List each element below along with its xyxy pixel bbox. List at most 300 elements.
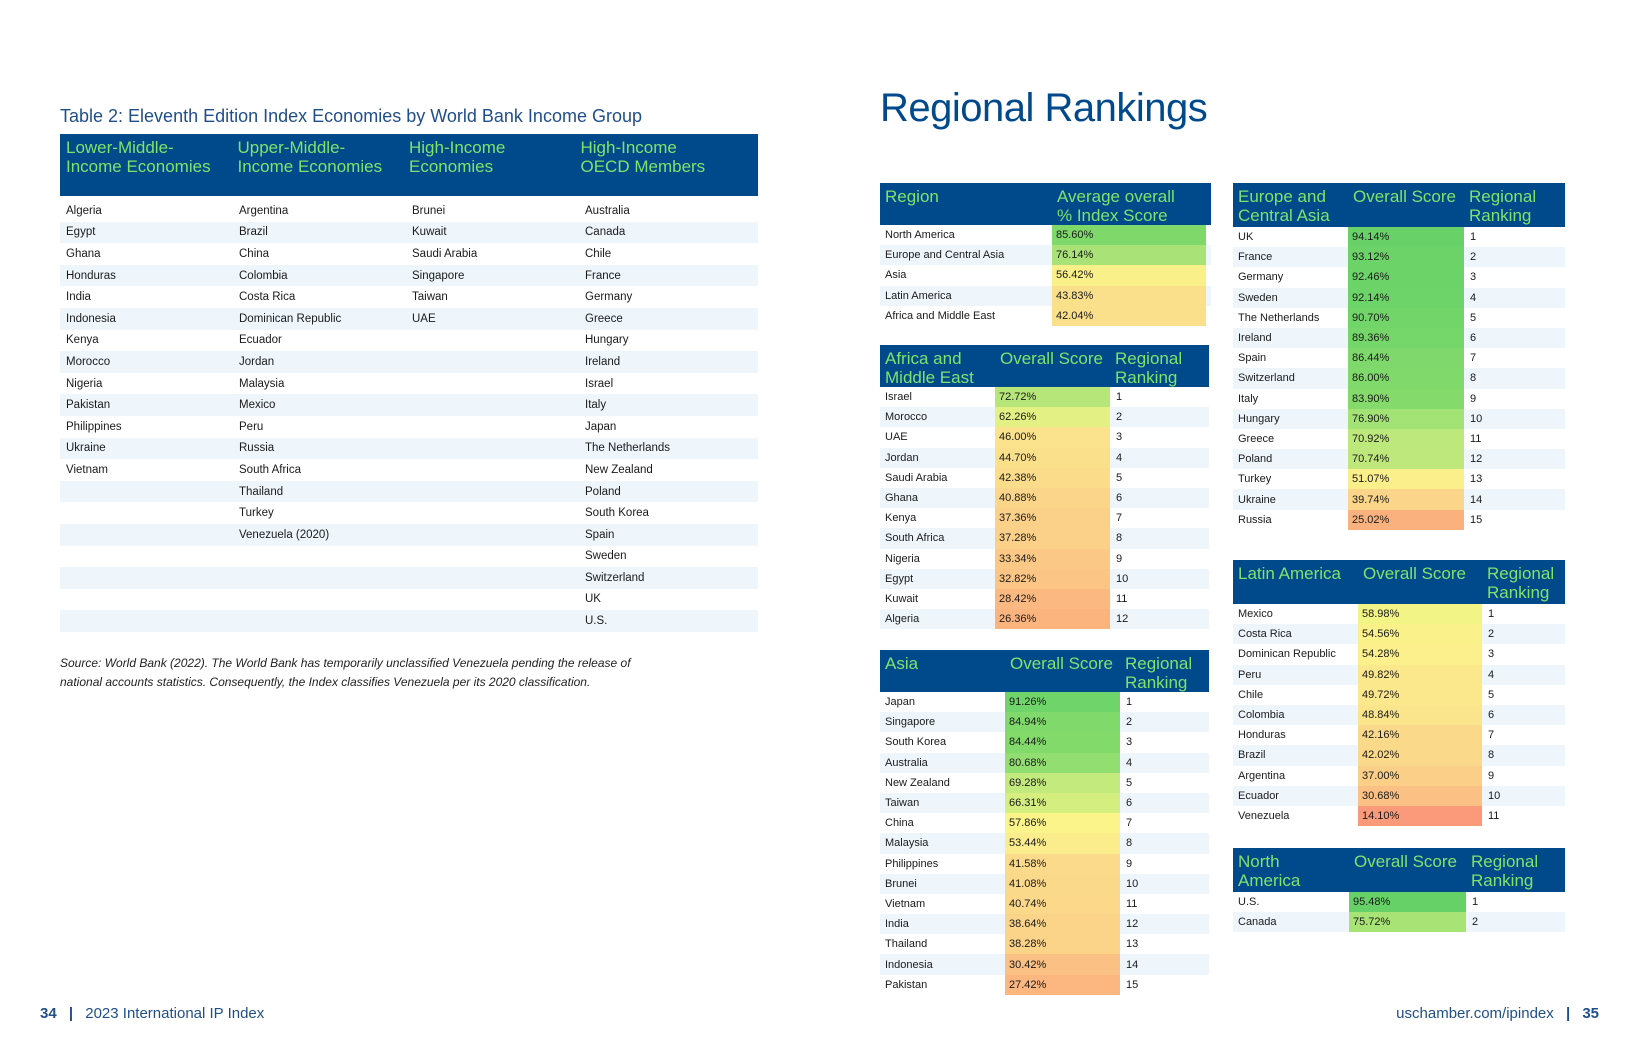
- table-row: [1233, 685, 1565, 705]
- table-row: [60, 502, 758, 524]
- table-cell: Canada: [585, 226, 626, 239]
- country-name: New Zealand: [885, 776, 950, 789]
- header-region-name: Europe and Central Asia: [1238, 187, 1330, 225]
- regional-rank: 5: [1116, 471, 1123, 484]
- country-name: Brazil: [1238, 749, 1266, 762]
- region-score: 42.04%: [1052, 306, 1206, 326]
- table-row: [60, 308, 758, 330]
- regional-rank: 14: [1470, 493, 1483, 506]
- country-name: India: [885, 918, 909, 931]
- table-cell: Dominican Republic: [239, 312, 342, 325]
- table-cell: Hungary: [585, 334, 629, 347]
- country-name: Singapore: [885, 716, 936, 729]
- country-name: Dominican Republic: [1238, 648, 1336, 661]
- table-cell: Russia: [239, 442, 275, 455]
- table-row: [880, 569, 1209, 589]
- regional-rank: 2: [1470, 251, 1477, 264]
- header-region-name: Africa and Middle East: [885, 349, 974, 387]
- region-name: North America: [885, 229, 955, 242]
- table-row: [1233, 308, 1565, 328]
- country-name: Egypt: [885, 572, 914, 585]
- overall-score: 53.44%: [1005, 833, 1120, 853]
- overall-score: 30.42%: [1005, 954, 1120, 974]
- header-average-score: Average overall % Index Score: [1057, 187, 1175, 225]
- table-cell: France: [585, 269, 621, 282]
- table-cell: Australia: [585, 204, 630, 217]
- table-row: [880, 854, 1209, 874]
- latam-table-body: [1233, 604, 1565, 826]
- table-cell: Greece: [585, 312, 623, 325]
- table-row: [880, 528, 1209, 548]
- footer-url[interactable]: uschamber.com/ipindex: [1396, 1005, 1554, 1022]
- country-name: Thailand: [885, 938, 928, 951]
- table-cell: Kuwait: [412, 226, 447, 239]
- regional-rank: 7: [1116, 512, 1123, 525]
- header-upper-middle: Upper-Middle- Income Economies: [237, 138, 383, 176]
- table-row: [1233, 389, 1565, 409]
- table-cell: Peru: [239, 420, 264, 433]
- table-row: [60, 394, 758, 416]
- overall-score: 28.42%: [995, 589, 1110, 609]
- table-row: [880, 488, 1209, 508]
- table-cell: Algeria: [66, 204, 102, 217]
- country-name: Ireland: [1238, 332, 1272, 345]
- table-row: [60, 286, 758, 308]
- country-name: Australia: [885, 756, 928, 769]
- table-cell: Taiwan: [412, 291, 448, 304]
- country-name: Hungary: [1238, 412, 1280, 425]
- regional-rank: 9: [1488, 769, 1495, 782]
- table-row: [60, 438, 758, 460]
- table-cell: Ireland: [585, 355, 621, 368]
- table-cell: China: [239, 247, 270, 260]
- overall-score: 41.58%: [1005, 854, 1120, 874]
- regional-rank: 3: [1116, 431, 1123, 444]
- overall-score: 37.00%: [1358, 766, 1482, 786]
- table-row: [1233, 409, 1565, 429]
- table-row: [60, 265, 758, 287]
- overall-score: 89.36%: [1348, 328, 1464, 348]
- table-cell: Philippines: [66, 420, 122, 433]
- table-cell: Japan: [585, 420, 617, 433]
- country-name: Italy: [1238, 392, 1259, 405]
- table-cell: Costa Rica: [239, 291, 296, 304]
- table-cell: Morocco: [66, 355, 111, 368]
- table-row: [880, 427, 1209, 447]
- regional-rank: 13: [1470, 473, 1483, 486]
- source-note: [60, 654, 700, 692]
- regional-rank: 3: [1488, 648, 1495, 661]
- regional-rank: 8: [1126, 837, 1133, 850]
- country-name: Nigeria: [885, 552, 920, 565]
- table-cell: New Zealand: [585, 463, 653, 476]
- overall-score: 42.16%: [1358, 725, 1482, 745]
- europe-table-header: [1233, 183, 1565, 227]
- country-name: U.S.: [1238, 896, 1260, 909]
- region-score: 56.42%: [1052, 265, 1206, 285]
- overall-score: 39.74%: [1348, 489, 1464, 509]
- regional-rank: 11: [1470, 432, 1482, 445]
- table-row: [1233, 766, 1565, 786]
- africa-table-body: [880, 387, 1209, 629]
- country-name: South Africa: [885, 532, 945, 545]
- overall-score: 66.31%: [1005, 793, 1120, 813]
- table-row: [1233, 227, 1565, 247]
- regional-rank: 15: [1470, 513, 1483, 526]
- footer-separator: |: [68, 1005, 74, 1022]
- country-name: Canada: [1238, 916, 1277, 929]
- overall-score: 25.02%: [1348, 510, 1464, 530]
- country-name: Russia: [1238, 513, 1272, 526]
- country-name: Honduras: [1238, 729, 1286, 742]
- table-cell: Jordan: [239, 355, 275, 368]
- country-name: The Netherlands: [1238, 311, 1320, 324]
- table-row: [880, 265, 1211, 285]
- footer-separator: |: [1565, 1005, 1571, 1022]
- north-america-table: [1233, 848, 1565, 932]
- africa-table-header: [880, 345, 1209, 387]
- page-number-right: 35: [1582, 1005, 1599, 1022]
- header-overall-score: Overall Score: [1000, 349, 1103, 368]
- table-cell: Colombia: [239, 269, 288, 282]
- source-line-1: Source: World Bank (2022). The World Bank has temporarily unclassified Venezuela pending the release of: [60, 656, 631, 670]
- overall-score: 92.46%: [1348, 267, 1464, 287]
- na-table-body: [1233, 892, 1565, 932]
- regional-rank: 10: [1126, 877, 1139, 890]
- table-cell: South Africa: [239, 463, 302, 476]
- country-name: Jordan: [885, 451, 919, 464]
- table-row: [1233, 267, 1565, 287]
- table-cell: Vietnam: [66, 463, 108, 476]
- regional-rank: 7: [1488, 729, 1495, 742]
- overall-score: 94.14%: [1348, 227, 1464, 247]
- table-cell: Singapore: [412, 269, 465, 282]
- regional-rank: 2: [1116, 411, 1123, 424]
- overall-score: 80.68%: [1005, 753, 1120, 773]
- table-cell: Nigeria: [66, 377, 103, 390]
- overall-score: 27.42%: [1005, 975, 1120, 995]
- table-row: [1233, 624, 1565, 644]
- overall-score: 38.64%: [1005, 914, 1120, 934]
- overall-score: 44.70%: [995, 448, 1110, 468]
- latam-table-header: [1233, 560, 1565, 604]
- overall-score: 91.26%: [1005, 692, 1120, 712]
- overall-score: 38.28%: [1005, 934, 1120, 954]
- table-row: [880, 954, 1209, 974]
- region-score: 43.83%: [1052, 286, 1206, 306]
- table-row: [60, 589, 758, 611]
- regional-rank: 5: [1488, 688, 1495, 701]
- regional-rank: 6: [1116, 492, 1123, 505]
- table-row: [1233, 489, 1565, 509]
- regional-rank: 11: [1126, 897, 1138, 910]
- table-cell: Ecuador: [239, 334, 282, 347]
- asia-table-body: [880, 692, 1209, 995]
- table-row: [880, 225, 1211, 245]
- table-row: [880, 245, 1211, 265]
- regional-rank: 4: [1488, 668, 1495, 681]
- region-name: Latin America: [885, 289, 952, 302]
- table-cell: Brunei: [412, 204, 446, 217]
- regional-rank: 2: [1472, 916, 1479, 929]
- table-cell: Poland: [585, 485, 621, 498]
- income-group-table: [60, 134, 758, 632]
- overall-score: 32.82%: [995, 569, 1110, 589]
- table-row: [880, 934, 1209, 954]
- table-caption: Table 2: Eleventh Edition Index Economies by World Bank Income Group: [60, 106, 642, 126]
- header-regional-ranking: Regional Ranking: [1487, 564, 1555, 602]
- table-cell: Thailand: [239, 485, 284, 498]
- regional-rank: 9: [1126, 857, 1133, 870]
- header-overall-score: Overall Score: [1363, 564, 1466, 583]
- table-cell: Spain: [585, 528, 615, 541]
- header-regional-ranking: Regional Ranking: [1471, 852, 1539, 890]
- table-row: [1233, 368, 1565, 388]
- region-average-table: [880, 183, 1211, 326]
- regional-rank: 1: [1470, 231, 1477, 244]
- table-row: [880, 306, 1211, 326]
- regional-rank: 6: [1126, 797, 1133, 810]
- table-row: [1233, 786, 1565, 806]
- table-cell: Malaysia: [239, 377, 285, 390]
- overall-score: 54.56%: [1358, 624, 1482, 644]
- overall-score: 42.02%: [1358, 745, 1482, 765]
- table-row: [880, 549, 1209, 569]
- country-name: Colombia: [1238, 709, 1285, 722]
- country-name: Kuwait: [885, 592, 919, 605]
- table-row: [1233, 247, 1565, 267]
- table-row: [1233, 665, 1565, 685]
- table-cell: Ghana: [66, 247, 101, 260]
- header-high-income: High-Income Economies: [409, 138, 506, 176]
- table-row: [880, 894, 1209, 914]
- table-row: [880, 732, 1209, 752]
- table-cell: Honduras: [66, 269, 116, 282]
- table-row: [60, 373, 758, 395]
- overall-score: 58.98%: [1358, 604, 1482, 624]
- table-cell: Indonesia: [66, 312, 116, 325]
- table-row: [60, 546, 758, 568]
- table-row: [880, 773, 1209, 793]
- country-name: Chile: [1238, 688, 1264, 701]
- country-name: Pakistan: [885, 978, 928, 991]
- table-row: [60, 610, 758, 632]
- overall-score: 86.44%: [1348, 348, 1464, 368]
- country-name: Switzerland: [1238, 372, 1295, 385]
- country-name: China: [885, 817, 914, 830]
- table-cell: U.S.: [585, 615, 608, 628]
- table-row: [60, 524, 758, 546]
- country-name: Spain: [1238, 352, 1267, 365]
- country-name: Ecuador: [1238, 789, 1279, 802]
- overall-score: 41.08%: [1005, 874, 1120, 894]
- africa-middle-east-table: [880, 345, 1209, 629]
- overall-score: 75.72%: [1349, 912, 1466, 932]
- country-name: Germany: [1238, 271, 1284, 284]
- source-line-2: national accounts statistics. Consequently, the Index classifies Venezuela per its 2020 classification.: [60, 675, 591, 689]
- regional-rank: 2: [1488, 628, 1495, 641]
- country-name: Turkey: [1238, 473, 1272, 486]
- overall-score: 95.48%: [1349, 892, 1466, 912]
- overall-score: 57.86%: [1005, 813, 1120, 833]
- table-row: [1233, 604, 1565, 624]
- table-cell: South Korea: [585, 507, 649, 520]
- footer-publication: 2023 International IP Index: [85, 1005, 265, 1022]
- regional-rank: 7: [1470, 352, 1477, 365]
- europe-table-body: [1233, 227, 1565, 530]
- table-row: [880, 448, 1209, 468]
- table-row: [1233, 328, 1565, 348]
- table-row: [880, 874, 1209, 894]
- table-row: [1233, 806, 1565, 826]
- table-row: [1233, 449, 1565, 469]
- country-name: UAE: [885, 431, 908, 444]
- table-row: [1233, 912, 1565, 932]
- regional-rank: 6: [1488, 709, 1495, 722]
- table-row: [880, 692, 1209, 712]
- overall-score: 90.70%: [1348, 308, 1464, 328]
- regional-rank: 14: [1126, 958, 1139, 971]
- regional-rank: 9: [1470, 392, 1477, 405]
- regional-rank: 12: [1470, 453, 1483, 466]
- country-name: Costa Rica: [1238, 628, 1292, 641]
- overall-score: 84.94%: [1005, 712, 1120, 732]
- table-cell: Italy: [585, 399, 607, 412]
- header-region-name: North America: [1238, 852, 1301, 890]
- country-name: Ukraine: [1238, 493, 1276, 506]
- table-row: [880, 975, 1209, 995]
- header-overall-score: Overall Score: [1010, 654, 1113, 673]
- overall-score: 26.36%: [995, 609, 1110, 629]
- overall-score: 72.72%: [995, 387, 1110, 407]
- header-overall-score: Overall Score: [1354, 852, 1457, 871]
- regional-rank: 6: [1470, 332, 1477, 345]
- overall-score: 84.44%: [1005, 732, 1120, 752]
- table-row: [1233, 892, 1565, 912]
- region-name: Africa and Middle East: [885, 309, 996, 322]
- table-cell: India: [66, 291, 91, 304]
- regional-rank: 1: [1488, 608, 1495, 621]
- country-name: Saudi Arabia: [885, 471, 948, 484]
- region-score: 85.60%: [1052, 225, 1206, 245]
- country-name: Algeria: [885, 613, 920, 626]
- table-row: [60, 243, 758, 265]
- country-name: Mexico: [1238, 608, 1273, 621]
- overall-score: 40.88%: [995, 488, 1110, 508]
- table-cell: Ukraine: [66, 442, 106, 455]
- table-row: [1233, 510, 1565, 530]
- header-lower-middle: Lower-Middle- Income Economies: [66, 138, 211, 176]
- header-oecd: High-Income OECD Members: [580, 138, 706, 176]
- table-row: [1233, 705, 1565, 725]
- table-row: [880, 387, 1209, 407]
- table-row: [880, 793, 1209, 813]
- table-row: [1233, 745, 1565, 765]
- country-name: Taiwan: [885, 797, 920, 810]
- na-table-header: [1233, 848, 1565, 892]
- table-cell: Saudi Arabia: [412, 247, 478, 260]
- table-row: [60, 459, 758, 481]
- table-row: [880, 914, 1209, 934]
- regional-rank: 1: [1126, 696, 1133, 709]
- region-score: 76.14%: [1052, 245, 1206, 265]
- income-table-body: [60, 200, 758, 632]
- regional-rank: 12: [1116, 613, 1129, 626]
- header-region-name: Latin America: [1238, 564, 1341, 583]
- overall-score: 69.28%: [1005, 773, 1120, 793]
- overall-score: 93.12%: [1348, 247, 1464, 267]
- table-cell: Brazil: [239, 226, 268, 239]
- regional-rank: 15: [1126, 978, 1139, 991]
- regional-rank: 11: [1116, 592, 1128, 605]
- overall-score: 86.00%: [1348, 368, 1464, 388]
- table-row: [1233, 469, 1565, 489]
- regional-rank: 7: [1126, 817, 1133, 830]
- country-name: Brunei: [885, 877, 917, 890]
- asia-table-header: [880, 650, 1209, 692]
- overall-score: 54.28%: [1358, 644, 1482, 664]
- table-row: [60, 351, 758, 373]
- table-row: [880, 468, 1209, 488]
- table-cell: Pakistan: [66, 399, 111, 412]
- country-name: Israel: [885, 391, 912, 404]
- overall-score: 37.28%: [995, 528, 1110, 548]
- table-cell: Israel: [585, 377, 614, 390]
- table-row: [60, 416, 758, 438]
- table-cell: Venezuela (2020): [239, 528, 330, 541]
- table-cell: Germany: [585, 291, 633, 304]
- table-row: [1233, 429, 1565, 449]
- table-cell: Mexico: [239, 399, 276, 412]
- header-region: Region: [885, 187, 939, 206]
- table-row: [60, 481, 758, 503]
- overall-score: 92.14%: [1348, 288, 1464, 308]
- overall-score: 14.10%: [1358, 806, 1482, 826]
- table-row: [1233, 288, 1565, 308]
- table-cell: Switzerland: [585, 571, 645, 584]
- page-title: Regional Rankings: [880, 86, 1208, 130]
- country-name: Philippines: [885, 857, 939, 870]
- regional-rank: 5: [1470, 311, 1477, 324]
- country-name: UK: [1238, 231, 1254, 244]
- overall-score: 51.07%: [1348, 469, 1464, 489]
- country-name: Venezuela: [1238, 809, 1290, 822]
- overall-score: 76.90%: [1348, 409, 1464, 429]
- overall-score: 70.92%: [1348, 429, 1464, 449]
- table-row: [60, 200, 758, 222]
- table-cell: Egypt: [66, 226, 96, 239]
- country-name: France: [1238, 251, 1273, 264]
- regional-rank: 8: [1470, 372, 1477, 385]
- overall-score: 33.34%: [995, 549, 1110, 569]
- table-row: [1233, 725, 1565, 745]
- regional-rank: 9: [1116, 552, 1123, 565]
- table-cell: UAE: [412, 312, 436, 325]
- table-row: [880, 508, 1209, 528]
- region-name: Asia: [885, 269, 907, 282]
- overall-score: 46.00%: [995, 427, 1110, 447]
- regional-rank: 3: [1470, 271, 1477, 284]
- regional-rank: 4: [1126, 756, 1133, 769]
- regional-rank: 2: [1126, 716, 1133, 729]
- overall-score: 37.36%: [995, 508, 1110, 528]
- page-number-left: 34: [40, 1005, 57, 1022]
- country-name: Poland: [1238, 453, 1273, 466]
- table-cell: Kenya: [66, 334, 99, 347]
- header-overall-score: Overall Score: [1353, 187, 1456, 206]
- regional-rank: 1: [1472, 896, 1479, 909]
- regional-rank: 10: [1470, 412, 1483, 425]
